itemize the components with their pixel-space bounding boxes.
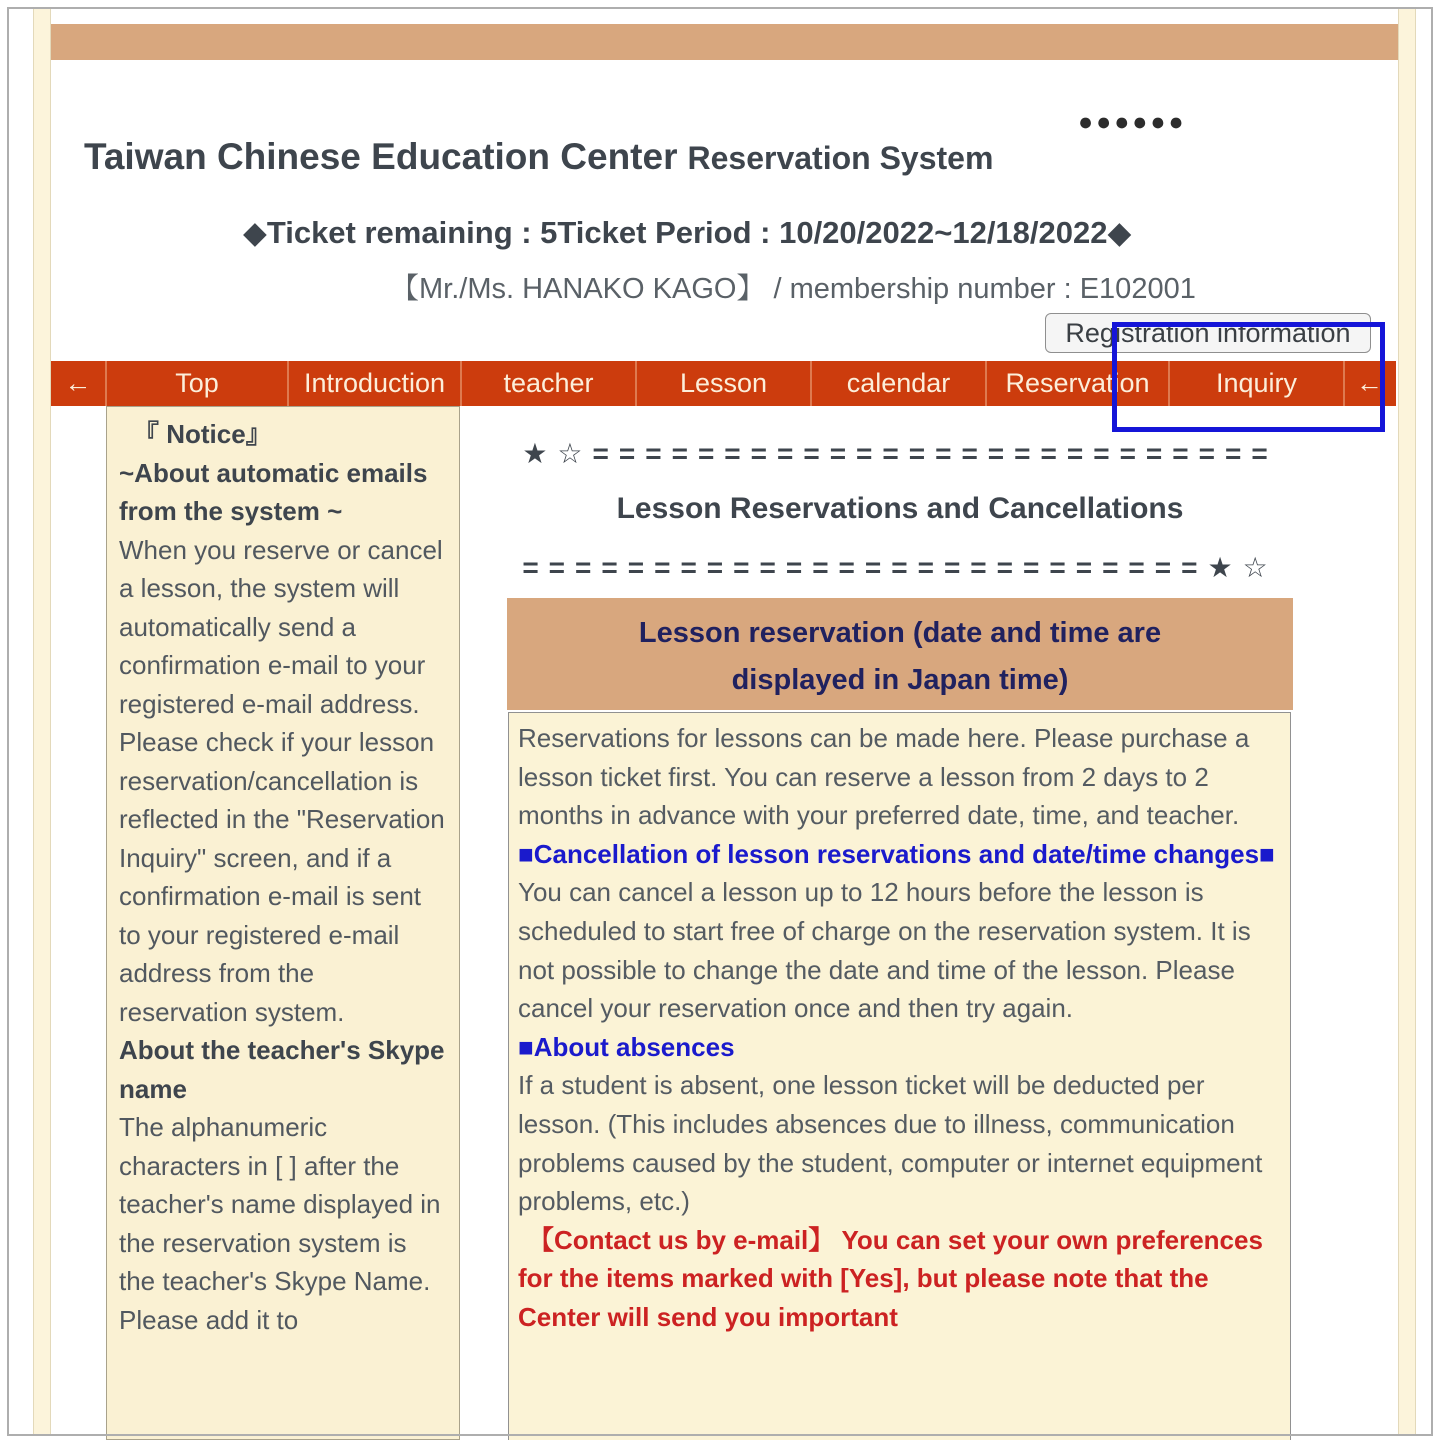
- nav-arrow-left[interactable]: ←: [64, 368, 92, 398]
- notice-heading: ~About automatic emails from the system ~: [119, 457, 428, 526]
- nav-tab-reservation[interactable]: Reservation: [985, 361, 1168, 406]
- main-navigation: [51, 361, 1396, 406]
- dots-indicator: ●●●●●●: [1078, 108, 1187, 136]
- nav-arrow-right[interactable]: ←: [1343, 361, 1394, 406]
- star-divider-top: ★☆==========================: [522, 438, 1278, 469]
- star-divider-bottom: ==========================★☆: [522, 552, 1278, 583]
- site-title-main: Taiwan Chinese Education Center: [84, 136, 678, 177]
- notice-sidebar: [106, 406, 460, 1440]
- absences-heading: ■About absences: [518, 1031, 735, 1062]
- absences-paragraph: If a student is absent, one lesson ticket will be deducted per lesson. (This includes absences due to illness, communication problems caused by the student, computer or internet equipment problems, etc.): [518, 1070, 1263, 1217]
- lesson-reservation-heading: Lesson reservation (date and time are displayed in Japan time): [507, 598, 1293, 710]
- cancellation-paragraph: You can cancel a lesson up to 12 hours before the lesson is scheduled to start free of charge on the reservation system. It is not possible to change the date and time of the lesson. Please cancel your reservation once and then try again.: [518, 877, 1251, 1024]
- cancellation-heading: ■Cancellation of lesson reservations and date/time changes■: [518, 838, 1275, 869]
- nav-tab-lesson[interactable]: Lesson: [635, 361, 810, 406]
- skype-heading: About the teacher's Skype name: [119, 1035, 445, 1104]
- intro-paragraph: Reservations for lessons can be made here. Please purchase a lesson ticket first. You can reserve a lesson from 2 days to 2 months in advance with your preferred date, time, and teacher.: [518, 723, 1250, 831]
- page-left-strip: [33, 9, 51, 1435]
- membership-info: 【Mr./Ms. HANAKO KAGO】 / membership number : E102001: [390, 273, 1196, 305]
- nav-tab-top[interactable]: Top: [105, 361, 287, 406]
- site-title: [84, 136, 993, 178]
- nav-tab-inquiry[interactable]: Inquiry: [1168, 361, 1343, 406]
- nav-tab-teacher[interactable]: teacher: [460, 361, 635, 406]
- notice-title: 『 Notice』: [133, 419, 272, 449]
- registration-information-button[interactable]: Registration information: [1045, 313, 1371, 353]
- nav-tab-calendar[interactable]: calendar: [810, 361, 985, 406]
- page-right-strip: [1398, 9, 1416, 1435]
- ticket-status: ◆Ticket remaining : 5Ticket Period : 10/20/2022~12/18/2022◆: [243, 215, 1132, 250]
- contact-note: 【Contact us by e-mail】 You can set your own preferences for the items marked with [Yes], but please note that the Center will send you important: [518, 1224, 1263, 1332]
- page-title: Lesson Reservations and Cancellations: [616, 492, 1184, 525]
- notice-body: When you reserve or cancel a lesson, the system will automatically send a confirmation e-mail to your registered e-mail address. Please check if your lesson reservation/cancellation is reflected in the "Reservation Inquiry" screen, and if a confirmation e-mail is sent to your registered e-mail address from the reservation system.: [119, 534, 445, 1027]
- lesson-reservation-panel: [508, 712, 1291, 1440]
- nav-tab-introduction[interactable]: Introduction: [287, 361, 460, 406]
- top-tan-band: [51, 24, 1398, 60]
- site-title-sub: Reservation System: [687, 140, 994, 176]
- skype-body: The alphanumeric characters in [ ] after the teacher's name displayed in the reservation system is the teacher's Skype Name. Please add it to: [119, 1112, 441, 1335]
